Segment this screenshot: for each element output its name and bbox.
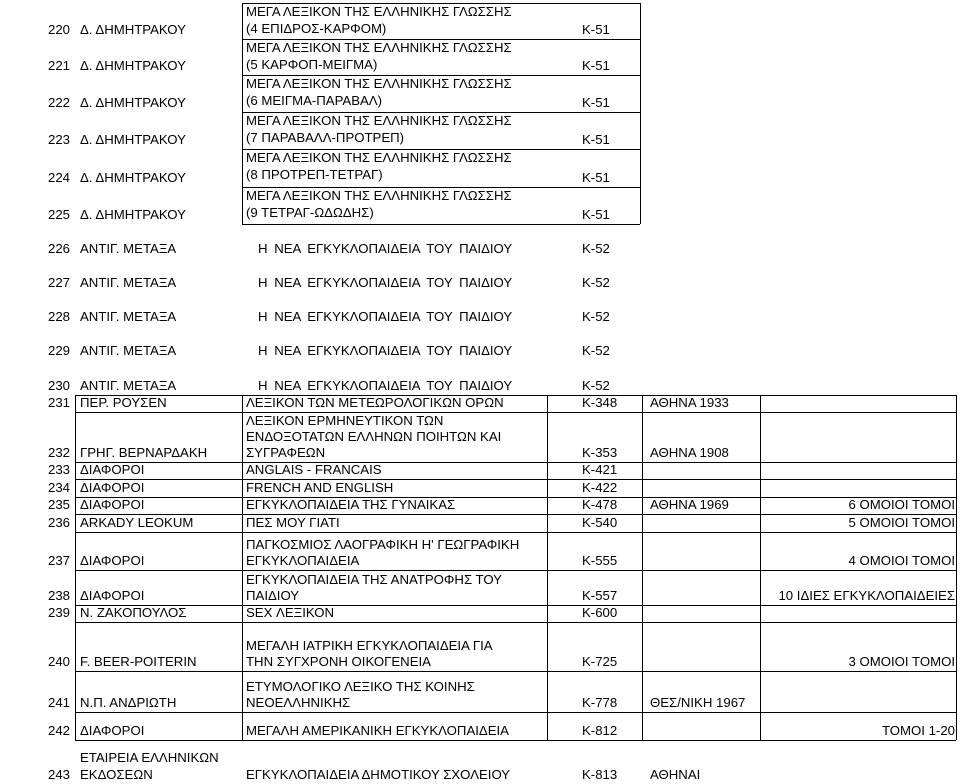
entry-title-line: ΜΕΓΑ ΛΕΞΙΚΟΝ ΤΗΣ ΕΛΛΗΝΙΚΗΣ ΓΛΩΣΣΗΣ [246,188,512,203]
entry-author: Δ. ΔΗΜΗΤΡΑΚΟΥ [80,22,186,37]
entry-number: 225 [47,207,70,222]
entry-author: Δ. ΔΗΜΗΤΡΑΚΟΥ [80,132,186,147]
entry-title-line: ΜΕΓΑ ΛΕΞΙΚΟΝ ΤΗΣ ΕΛΛΗΝΙΚΗΣ ΓΛΩΣΣΗΣ [246,4,512,19]
entry-author: ΑΝΤΙΓ. ΜΕΤΑΞΑ [80,241,177,256]
entry-title-line: ΜΕΓΑ ΛΕΞΙΚΟΝ ΤΗΣ ΕΛΛΗΝΙΚΗΣ ΓΛΩΣΣΗΣ [246,40,512,55]
row-rule [75,462,956,463]
entry-code: Κ-51 [582,22,610,37]
entry-title-line: ΛΕΞΙΚΟΝ ΕΡΜΗΝΕΥΤΙΚΟΝ ΤΩΝ [246,413,444,428]
row-rule [75,412,956,413]
entry-note: 10 ΙΔΙΕΣ ΕΓΚΥΚΛΟΠΑΙΔΕΙΕΣ [778,588,955,603]
row-rule [242,224,640,225]
entry-title-line: ΕΓΚΥΚΛΟΠΑΙΔΕΙΑ ΔΗΜΟΤΙΚΟΥ ΣΧΟΛΕΙΟΥ [246,767,511,782]
row-rule [75,497,956,498]
entry-title-line: ΕΤΥΜΟΛΟΓΙΚΟ ΛΕΞΙΚΟ ΤΗΣ ΚΟΙΝΗΣ [246,679,475,694]
entry-title-line: ΜΕΓΑΛΗ ΑΜΕΡΙΚΑΝΙΚΗ ΕΓΚΥΚΛΟΠΑΙΔΕΙΑ [246,723,509,738]
entry-number: 237 [47,553,70,568]
entry-number: 241 [47,695,70,710]
column-rule [640,3,641,224]
entry-title-line: ΕΓΚΥΚΛΟΠΑΙΔΕΙΑ [246,553,360,568]
entry-number: 226 [47,241,70,256]
entry-number: 235 [47,497,70,512]
entry-number: 233 [47,462,70,477]
entry-number: 234 [47,480,70,495]
entry-code: Κ-421 [582,462,618,477]
entry-author: ΠΕΡ. ΡΟΥΣΕΝ [80,395,167,410]
entry-author: ΕΚΔΟΣΕΩΝ [80,767,153,782]
entry-author: Δ. ΔΗΜΗΤΡΑΚΟΥ [80,170,186,185]
entry-code: Κ-478 [582,497,618,512]
entry-code: Κ-52 [582,343,610,358]
entry-code: Κ-555 [582,553,618,568]
entry-author: ΔΙΑΦΟΡΟΙ [80,462,145,477]
entry-number: 231 [47,395,70,410]
column-rule [242,3,243,224]
column-rule [242,395,243,740]
entry-author: ΔΙΑΦΟΡΟΙ [80,588,145,603]
entry-title-line: ANGLAIS - FRANCAIS [246,462,382,477]
row-rule [75,605,956,606]
row-rule [75,570,956,571]
entry-title-line: (4 ΕΠΙΔΡΟΣ-ΚΑΡΦΟΜ) [246,21,387,36]
entry-number: 223 [47,132,70,147]
row-rule [75,712,956,713]
entry-number: 239 [47,605,70,620]
entry-code: Κ-51 [582,207,610,222]
entry-author: F. BEER-POITERIN [80,654,197,669]
entry-author: Δ. ΔΗΜΗΤΡΑΚΟΥ [80,58,186,73]
entry-number: 228 [47,309,70,324]
entry-place: ΑΘΗΝΑ 1933 [650,395,729,410]
entry-number: 242 [47,723,70,738]
column-rule [547,395,548,740]
entry-number: 227 [47,275,70,290]
entry-number: 238 [47,588,70,603]
entry-number: 243 [47,767,70,782]
entry-place: ΑΘΗΝΑ 1969 [650,497,729,512]
column-rule [956,395,957,740]
entry-title-line: ΕΓΚΥΚΛΟΠΑΙΔΕΙΑ ΤΗΣ ΑΝΑΤΡΟΦΗΣ ΤΟΥ [246,572,502,587]
entry-note: 4 ΟΜΟΙΟΙ ΤΟΜΟΙ [848,553,955,568]
entry-title-line: (9 ΤΕΤΡΑΓ-ΩΔΩΔΗΣ) [246,205,374,220]
entry-code: Κ-52 [582,275,610,290]
entry-note: ΤΟΜΟΙ 1-20 [881,723,955,738]
entry-number: 232 [47,445,70,460]
entry-title-line: ΛΕΞΙΚΟΝ ΤΩΝ ΜΕΤΕΩΡΟΛΟΓΙΚΩΝ ΟΡΩΝ [246,395,504,410]
row-rule [75,622,956,623]
entry-author: ΔΙΑΦΟΡΟΙ [80,723,145,738]
entry-title-line: ΕΓΚΥΚΛΟΠΑΙΔΕΙΑ ΤΗΣ ΓΥΝΑΙΚΑΣ [246,497,456,512]
entry-title-line: (5 ΚΑΡΦΟΠ-ΜΕΙΓΜΑ) [246,57,378,72]
entry-note: 6 ΟΜΟΙΟΙ ΤΟΜΟΙ [848,497,955,512]
entry-author: ΔΙΑΦΟΡΟΙ [80,480,145,495]
entry-number: 230 [47,378,70,393]
row-rule [75,740,956,741]
entry-code: Κ-353 [582,445,618,460]
entry-author: ΑΝΤΙΓ. ΜΕΤΑΞΑ [80,309,177,324]
entry-code: Κ-51 [582,58,610,73]
column-rule [642,395,643,740]
entry-code: Κ-51 [582,95,610,110]
entry-code: Κ-52 [582,309,610,324]
entry-author: Ν.Π. ΑΝΔΡΙΩΤΗ [80,695,177,710]
entry-author: ΔΙΑΦΟΡΟΙ [80,553,145,568]
entry-title-line: FRENCH AND ENGLISH [246,480,394,495]
entry-code: Κ-540 [582,515,618,530]
entry-title-line: ΤΗΝ ΣΥΓΧΡΟΝΗ ΟΙΚΟΓΕΝΕΙΑ [246,654,431,669]
entry-title-line: ΣΥΓΡΑΦΕΩΝ [246,445,326,460]
entry-code: Κ-422 [582,480,618,495]
entry-number: 236 [47,515,70,530]
entry-title-line: Η ΝΕΑ ΕΓΚΥΚΛΟΠΑΙΔΕΙΑ ΤΟΥ ΠΑΙΔΙΟΥ [258,241,513,256]
entry-note: 3 ΟΜΟΙΟΙ ΤΟΜΟΙ [848,654,955,669]
entry-place: ΘΕΣ/ΝΙΚΗ 1967 [650,695,746,710]
entry-author: Ν. ΖΑΚΟΠΟΥΛΟΣ [80,605,187,620]
entry-title-line: Η ΝΕΑ ΕΓΚΥΚΛΟΠΑΙΔΕΙΑ ΤΟΥ ΠΑΙΔΙΟΥ [258,309,513,324]
row-rule [75,479,956,480]
entry-author: ΓΡΗΓ. ΒΕΡΝΑΡΔΑΚΗ [80,445,208,460]
entry-number: 220 [47,22,70,37]
entry-title-line: Η ΝΕΑ ΕΓΚΥΚΛΟΠΑΙΔΕΙΑ ΤΟΥ ΠΑΙΔΙΟΥ [258,343,513,358]
entry-code: Κ-813 [582,767,618,782]
entry-title-line: ΜΕΓΑ ΛΕΞΙΚΟΝ ΤΗΣ ΕΛΛΗΝΙΚΗΣ ΓΛΩΣΣΗΣ [246,150,512,165]
entry-author: ΕΤΑΙΡΕΙΑ ΕΛΛΗΝΙΚΩΝ [80,750,219,765]
entry-title-line: ΜΕΓΑ ΛΕΞΙΚΟΝ ΤΗΣ ΕΛΛΗΝΙΚΗΣ ΓΛΩΣΣΗΣ [246,113,512,128]
entry-title-line: ΠΑΙΔΙΟΥ [246,588,300,603]
column-rule [760,395,761,740]
entry-author: ΑΝΤΙΓ. ΜΕΤΑΞΑ [80,275,177,290]
entry-author: ΔΙΑΦΟΡΟΙ [80,497,145,512]
entry-number: 229 [47,343,70,358]
entry-code: Κ-725 [582,654,618,669]
entry-author: ARKADY LEOKUM [80,515,194,530]
entry-place: ΑΘΗΝΑ 1908 [650,445,729,460]
entry-number: 240 [47,654,70,669]
row-rule [75,532,956,533]
row-rule [75,671,956,672]
entry-title-line: (7 ΠΑΡΑΒΑΛΛ-ΠΡΟΤΡΕΠ) [246,130,405,145]
entry-place: ΑΘΗΝΑΙ [650,767,701,782]
entry-title-line: Η ΝΕΑ ΕΓΚΥΚΛΟΠΑΙΔΕΙΑ ΤΟΥ ΠΑΙΔΙΟΥ [258,275,513,290]
entry-author: ΑΝΤΙΓ. ΜΕΤΑΞΑ [80,378,177,393]
entry-author: Δ. ΔΗΜΗΤΡΑΚΟΥ [80,207,186,222]
entry-number: 222 [47,95,70,110]
entry-code: Κ-348 [582,395,618,410]
column-rule [75,395,76,740]
entry-title-line: ΝΕΟΕΛΛΗΝΙΚΗΣ [246,695,351,710]
entry-code: Κ-600 [582,605,618,620]
entry-code: Κ-52 [582,241,610,256]
entry-note: 5 ΟΜΟΙΟΙ ΤΟΜΟΙ [848,515,955,530]
entry-number: 224 [47,170,70,185]
row-rule [75,395,956,396]
entry-code: Κ-51 [582,132,610,147]
entry-title-line: ΠΕΣ ΜΟΥ ΓΙΑΤΙ [246,515,340,530]
entry-title-line: (6 ΜΕΙΓΜΑ-ΠΑΡΑΒΑΛ) [246,93,382,108]
row-rule [75,514,956,515]
entry-code: Κ-52 [582,378,610,393]
entry-author: ΑΝΤΙΓ. ΜΕΤΑΞΑ [80,343,177,358]
entry-title-line: ΜΕΓΑ ΛΕΞΙΚΟΝ ΤΗΣ ΕΛΛΗΝΙΚΗΣ ΓΛΩΣΣΗΣ [246,76,512,91]
entry-title-line: ΕΝΔΟΞΟΤΑΤΩΝ ΕΛΛΗΝΩΝ ΠΟΙΗΤΩΝ ΚΑΙ [246,429,502,444]
entry-code: Κ-778 [582,695,618,710]
entry-title-line: ΠΑΓΚΟΣΜΙΟΣ ΛΑΟΓΡΑΦΙΚΗ Η' ΓΕΩΓΡΑΦΙΚΗ [246,537,520,552]
entry-number: 221 [47,58,70,73]
entry-title-line: Η ΝΕΑ ΕΓΚΥΚΛΟΠΑΙΔΕΙΑ ΤΟΥ ΠΑΙΔΙΟΥ [258,378,513,393]
entry-code: Κ-557 [582,588,618,603]
entry-code: Κ-812 [582,723,618,738]
entry-title-line: (8 ΠΡΟΤΡΕΠ-ΤΕΤΡΑΓ) [246,167,383,182]
entry-title-line: ΜΕΓΑΛΗ ΙΑΤΡΙΚΗ ΕΓΚΥΚΛΟΠΑΙΔΕΙΑ ΓΙΑ [246,638,493,653]
entry-code: Κ-51 [582,170,610,185]
entry-title-line: SEX ΛΕΞΙΚΟΝ [246,605,335,620]
entry-author: Δ. ΔΗΜΗΤΡΑΚΟΥ [80,95,186,110]
